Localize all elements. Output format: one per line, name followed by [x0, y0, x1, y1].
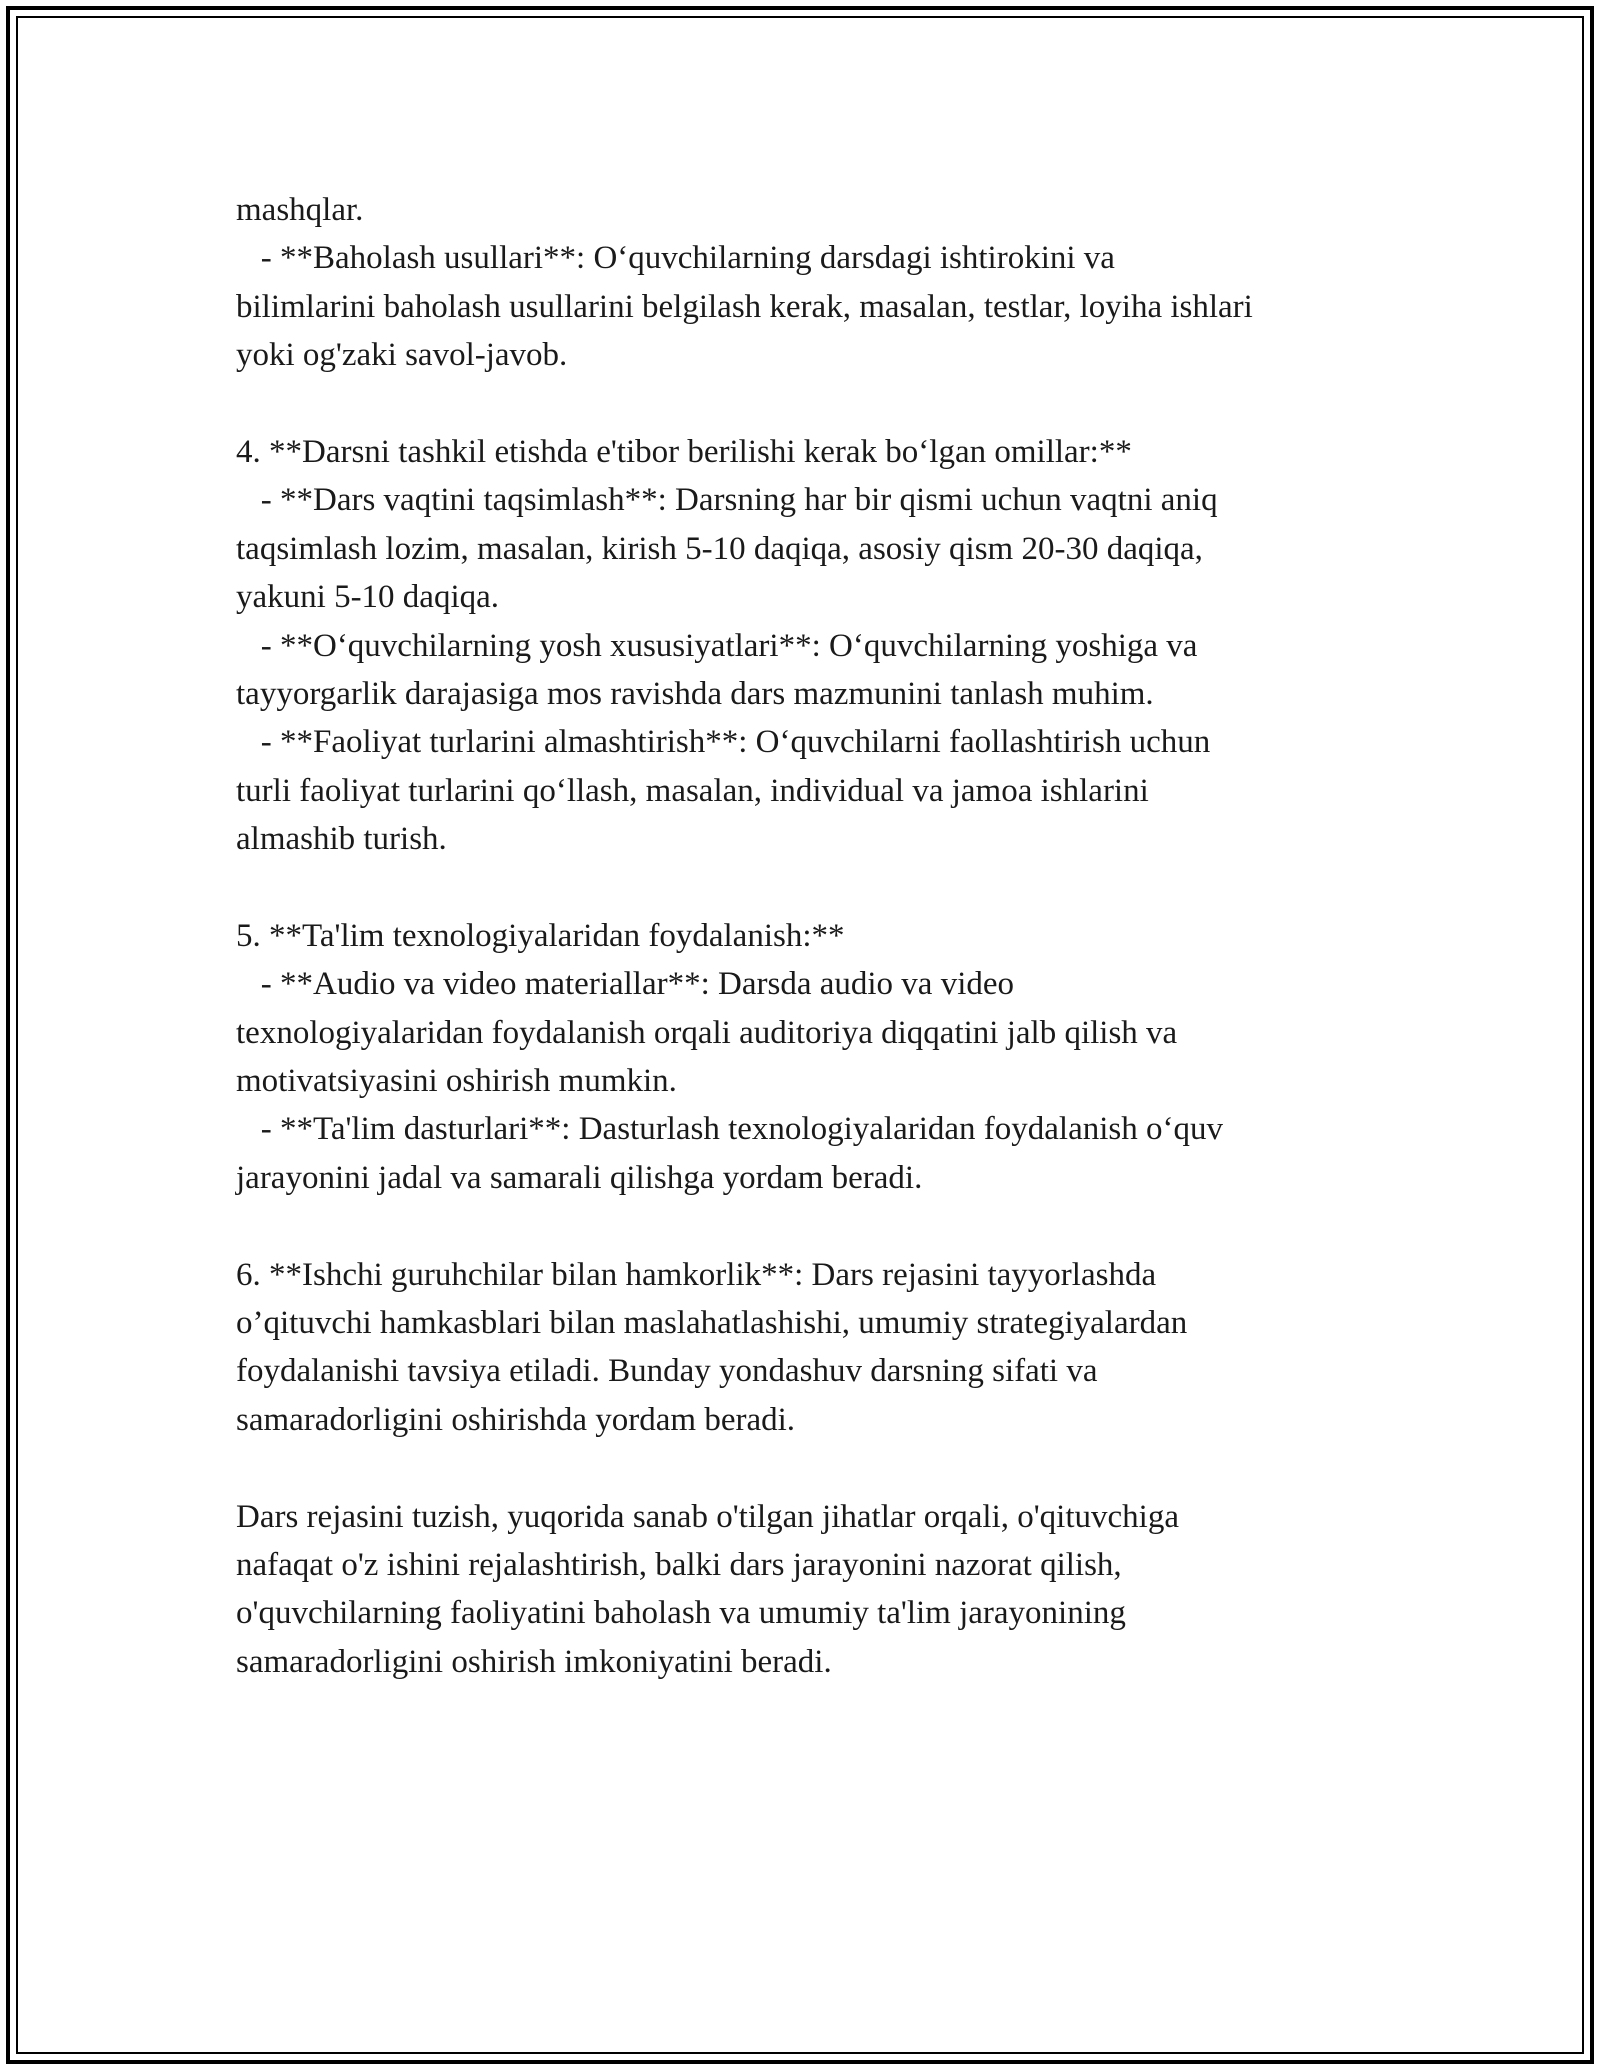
text-line: - **Faoliyat turlarini almashtirish**: O‘quvchilarni faollashtirish uchun: [236, 724, 1211, 761]
text-line: Dars rejasini tuzish, yuqorida sanab o'tilgan jihatlar orqali, o'qituvchiga: [236, 1498, 1179, 1535]
text-line: bilimlarini baholash usullarini belgilash kerak, masalan, testlar, loyiha ishlari: [236, 288, 1253, 325]
text-line: o’qituvchi hamkasblari bilan maslahatlashishi, umumiy strategiyalardan: [236, 1304, 1188, 1341]
section-4: [236, 428, 1396, 864]
text-line: mashqlar.: [236, 192, 364, 228]
section-heading: 6. **Ishchi guruhchilar bilan hamkorlik**: Dars rejasini tayyorlashda: [236, 1256, 1157, 1293]
text-line: yakuni 5-10 daqiqa.: [236, 579, 500, 616]
text-line: samaradorligini oshirishda yordam beradi.: [236, 1401, 796, 1438]
section-6: [236, 1251, 1396, 1445]
text-line: texnologiyalaridan foydalanish orqali auditoriya diqqatini jalb qilish va: [236, 1014, 1178, 1051]
text-line: foydalanishi tavsiya etiladi. Bunday yondashuv darsning sifati va: [236, 1353, 1098, 1390]
text-line: yoki og'zaki savol-javob.: [236, 337, 568, 374]
paragraph-gap: [236, 863, 1396, 911]
paragraph-gap: [236, 380, 1396, 428]
text-line: nafaqat o'z ishini rejalashtirish, balki dars jarayonini nazorat qilish,: [236, 1546, 1122, 1583]
section-5: [236, 912, 1396, 1202]
text-line: - **Audio va video materiallar**: Darsda audio va video: [236, 966, 1015, 1003]
text-line: motivatsiyasini oshirish mumkin.: [236, 1063, 677, 1100]
text-line: o'quvchilarning faoliyatini baholash va umumiy ta'lim jarayonining: [236, 1595, 1126, 1632]
paragraph-3-continuation: [236, 186, 1396, 380]
paragraph-gap: [236, 1444, 1396, 1492]
section-heading: 4. **Darsni tashkil etishda e'tibor berilishi kerak bo‘lgan omillar:**: [236, 433, 1132, 470]
text-line: jarayonini jadal va samarali qilishga yordam beradi.: [236, 1159, 923, 1196]
paragraph-gap: [236, 1202, 1396, 1250]
text-line: tayyorgarlik darajasiga mos ravishda dars mazmunini tanlash muhim.: [236, 675, 1154, 712]
document-body: [236, 186, 1396, 1686]
text-line: - **Dars vaqtini taqsimlash**: Darsning har bir qismi uchun vaqtni aniq: [236, 482, 1218, 519]
text-line: turli faoliyat turlarini qo‘llash, masalan, individual va jamoa ishlarini: [236, 772, 1149, 809]
text-line: - **O‘quvchilarning yosh xususiyatlari**: O‘quvchilarning yoshiga va: [236, 627, 1198, 664]
text-line: taqsimlash lozim, masalan, kirish 5-10 daqiqa, asosiy qism 20-30 daqiqa,: [236, 530, 1203, 567]
text-line: almashib turish.: [236, 821, 447, 858]
section-heading: 5. **Ta'lim texnologiyalaridan foydalanish:**: [236, 917, 845, 954]
conclusion-paragraph: [236, 1493, 1396, 1687]
text-line: samaradorligini oshirish imkoniyatini beradi.: [236, 1643, 832, 1680]
text-line: - **Ta'lim dasturlari**: Dasturlash texnologiyalaridan foydalanish o‘quv: [236, 1111, 1223, 1148]
text-line: - **Baholash usullari**: O‘quvchilarning darsdagi ishtirokini va: [236, 240, 1115, 277]
